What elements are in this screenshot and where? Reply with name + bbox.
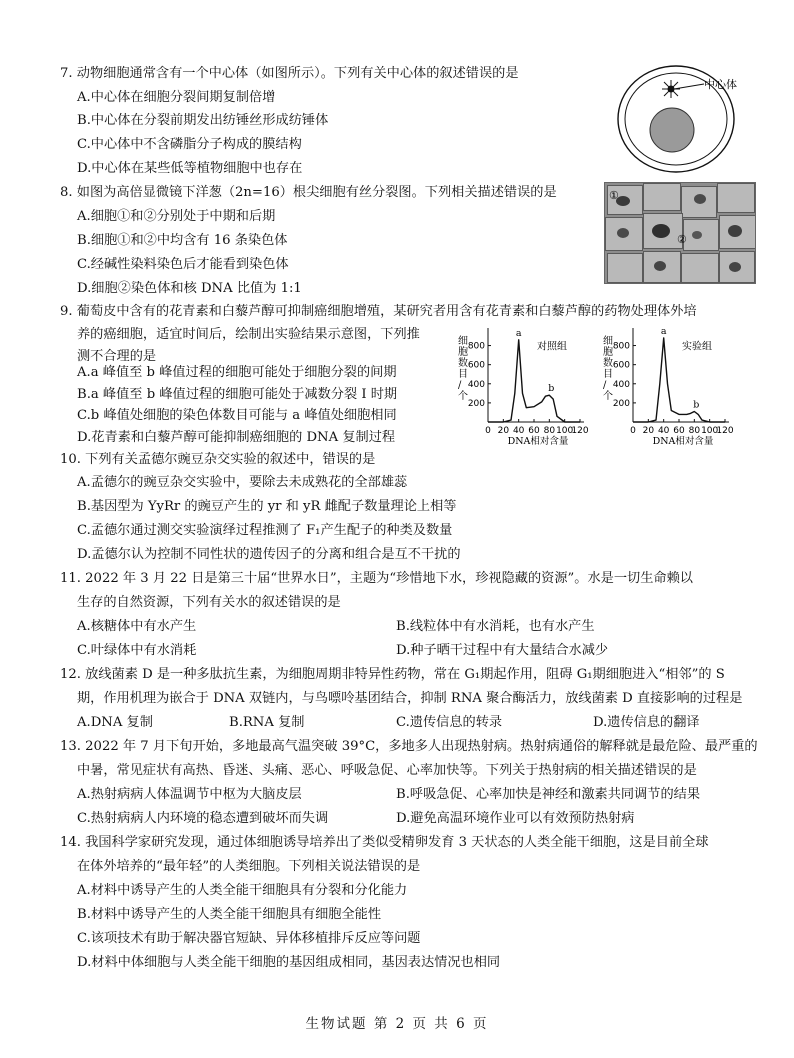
x-tick-label: 120 <box>571 426 589 436</box>
q10-stem: 10. 下列有关孟德尔豌豆杂交实验的叙述中，错误的是 <box>60 452 376 467</box>
centrosome-cell-figure <box>616 62 766 180</box>
q10-option-a: A.孟德尔的豌豆杂交实验中，要除去未成熟花的全部雄蕊 <box>77 475 408 490</box>
x-tick-label: 60 <box>528 426 540 436</box>
chart-title: 实验组 <box>682 341 712 353</box>
q13-stem-line2: 中暑，常见症状有高热、昏迷、头痛、恶心、呼吸急促、心率加快等。下列关于热射病的相关描述错误的是 <box>77 763 697 778</box>
q10-option-b: B.基因型为 YyRr 的豌豆产生的 yr 和 yR 雌配子数量理论上相等 <box>77 499 457 514</box>
q7-option-b: B.中心体在分裂前期发出纺锤丝形成纺锤体 <box>77 113 329 128</box>
peak-label-b: b <box>693 399 700 411</box>
q9-option-a: A.a 峰值至 b 峰值过程的细胞可能处于细胞分裂的间期 <box>77 365 397 380</box>
cell-1-mark: ① <box>609 189 619 202</box>
q11-option-a: A.核糖体中有水产生 <box>77 619 197 634</box>
x-tick-label: 20 <box>497 426 510 436</box>
q12-stem-line2: 期，作用机理为嵌合于 DNA 双链内，与鸟嘌呤基团结合，抑制 RNA 聚合酶活力，放线菌素 D 直接影响的过程是 <box>77 691 743 706</box>
x-tick-label: 20 <box>642 426 655 436</box>
peak-label-a: a <box>515 327 522 339</box>
q14-option-c: C.该项技术有助于解决器官短缺、异体移植排斥反应等问题 <box>77 931 421 946</box>
x-tick-label: 80 <box>543 426 556 436</box>
cell-2-mark: ② <box>677 233 687 246</box>
chart-title: 对照组 <box>537 341 567 353</box>
q12-option-d: D.遗传信息的翻译 <box>593 715 700 730</box>
x-tick-label: 100 <box>701 426 719 436</box>
q12-option-a: A.DNA 复制 <box>77 715 153 730</box>
y-tick-label: 400 <box>467 379 485 390</box>
y-axis-label: 细胞数目/个 <box>458 336 468 402</box>
q13-option-c: C.热射病病人内环境的稳态遭到破坏而失调 <box>77 811 329 826</box>
centrosome-label: 中心体 <box>704 78 737 91</box>
q14-option-b: B.材料中诱导产生的人类全能干细胞具有细胞全能性 <box>77 907 382 922</box>
q12-option-c: C.遗传信息的转录 <box>396 715 503 730</box>
page-footer: 生物试题 第 2 页 共 6 页 <box>305 1016 489 1032</box>
q14-stem-line2: 在体外培养的“最年轻”的人类细胞。下列相关说法错误的是 <box>77 859 421 874</box>
q7-option-a: A.中心体在细胞分裂间期复制倍增 <box>77 90 276 105</box>
q14-stem-line1: 14. 我国科学家研究发现，通过体细胞诱导培养出了类似受精卵发育 3 天状态的人类全能干细胞，这是目前全球 <box>60 835 709 850</box>
q9-stem-line1: 9. 葡萄皮中含有的花青素和白藜芦醇可抑制癌细胞增殖，某研究者用含有花青素和白藜芦醇的药物处理体外培 <box>60 304 697 319</box>
y-tick-label: 200 <box>467 398 485 409</box>
q8-option-c: C.经碱性染料染色后才能看到染色体 <box>77 257 289 272</box>
y-tick-label: 600 <box>612 360 630 371</box>
q8-option-d: D.细胞②染色体和核 DNA 比值为 1:1 <box>77 281 302 296</box>
q9-stem-line3: 测不合理的是 <box>77 349 157 364</box>
y-tick-label: 400 <box>612 379 630 390</box>
x-tick-label: 100 <box>556 426 574 436</box>
q11-option-c: C.叶绿体中有水消耗 <box>77 643 197 658</box>
x-axis-label: DNA相对含量 <box>652 436 714 447</box>
q8-option-b: B.细胞①和②中均含有 16 条染色体 <box>77 233 288 248</box>
y-tick-label: 600 <box>467 360 485 371</box>
q8-option-a: A.细胞①和②分别处于中期和后期 <box>77 209 276 224</box>
q13-option-b: B.呼吸急促、心率加快是神经和激素共同调节的结果 <box>396 787 701 802</box>
x-tick-label: 60 <box>673 426 685 436</box>
q12-option-b: B.RNA 复制 <box>229 715 305 730</box>
peak-label-a: a <box>660 325 667 337</box>
y-tick-label: 800 <box>467 341 485 352</box>
q11-stem-line2: 生存的自然资源，下列有关水的叙述错误的是 <box>77 595 341 610</box>
q11-stem-line1: 11. 2022 年 3 月 22 日是第三十届“世界水日”，主题为“珍惜地下水，珍视隐藏的资源”。水是一切生命赖以 <box>60 571 693 586</box>
q9-option-b: B.a 峰值至 b 峰值过程的细胞可能处于减数分裂 I 时期 <box>77 387 398 402</box>
q11-option-d: D.种子晒干过程中有大量结合水减少 <box>396 643 609 658</box>
q7-stem: 7. 动物细胞通常含有一个中心体（如图所示）。下列有关中心体的叙述错误的是 <box>60 66 519 81</box>
x-tick-label: 80 <box>688 426 701 436</box>
q7-option-d: D.中心体在某些低等植物细胞中也存在 <box>77 161 303 176</box>
q14-option-d: D.材料中体细胞与人类全能干细胞的基因组成相同，基因表达情况也相同 <box>77 955 501 970</box>
x-tick-label: 40 <box>657 426 670 436</box>
q11-option-b: B.线粒体中有水消耗，也有水产生 <box>396 619 595 634</box>
x-axis-label: DNA相对含量 <box>507 436 569 447</box>
q9-option-d: D.花青素和白藜芦醇可能抑制癌细胞的 DNA 复制过程 <box>77 430 396 445</box>
q10-option-c: C.孟德尔通过测交实验演绎过程推测了 F₁产生配子的种类及数量 <box>77 523 453 538</box>
q13-option-a: A.热射病病人体温调节中枢为大脑皮层 <box>77 787 302 802</box>
q10-option-d: D.孟德尔认为控制不同性状的遗传因子的分离和组合是互不干扰的 <box>77 547 461 562</box>
q8-stem: 8. 如图为高倍显微镜下洋葱（2n=16）根尖细胞有丝分裂图。下列相关描述错误的是 <box>60 185 557 200</box>
peak-label-b: b <box>548 383 555 395</box>
x-tick-label: 0 <box>485 426 491 436</box>
q7-option-c: C.中心体中不含磷脂分子构成的膜结构 <box>77 137 302 152</box>
q13-option-d: D.避免高温环境作业可以有效预防热射病 <box>396 811 635 826</box>
x-tick-label: 0 <box>630 426 636 436</box>
y-tick-label: 200 <box>612 398 630 409</box>
q14-option-a: A.材料中诱导产生的人类全能干细胞具有分裂和分化能力 <box>77 883 408 898</box>
x-tick-label: 120 <box>716 426 734 436</box>
q9-stem-line2: 养的癌细胞，适宜时间后，绘制出实验结果示意图，下列推 <box>77 327 420 342</box>
onion-root-tip-micrograph <box>604 182 756 284</box>
control-group-chart <box>450 318 600 448</box>
q9-option-c: C.b 峰值处细胞的染色体数目可能与 a 峰值处细胞相同 <box>77 408 397 423</box>
q12-stem-line1: 12. 放线菌素 D 是一种多肽抗生素，为细胞周期非特异性药物，常在 G₁期起作用，阻碍 G₁期细胞进入“相邻”的 S <box>60 667 725 682</box>
y-tick-label: 800 <box>612 341 630 352</box>
y-axis-label: 细胞数目/个 <box>603 336 613 402</box>
x-tick-label: 40 <box>512 426 525 436</box>
experiment-group-chart <box>595 318 745 448</box>
q13-stem-line1: 13. 2022 年 7 月下旬开始，多地最高气温突破 39°C，多地多人出现热射病。热射病通俗的解释就是最危险、最严重的 <box>60 739 758 754</box>
